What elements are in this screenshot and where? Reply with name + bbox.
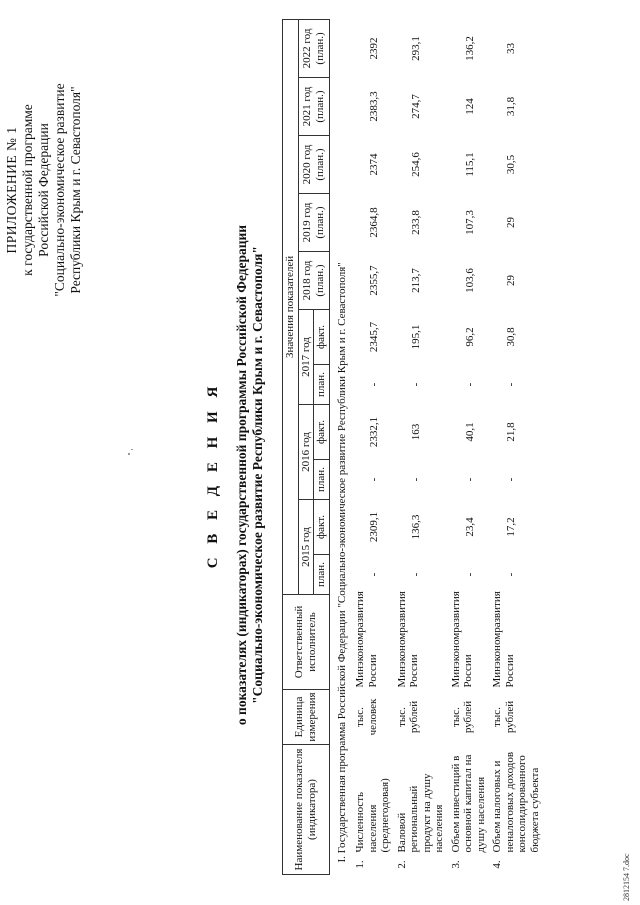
value-2020: 2374: [368, 153, 380, 176]
value-2016-plan: -: [368, 477, 380, 482]
header-unit: Единица измерения: [283, 690, 330, 745]
value-2019: 233,8: [409, 210, 422, 235]
value-2016-fact: 40,1: [463, 422, 476, 442]
heading-line: о показателях (индикаторах) государственной программы Российской Федерации: [234, 224, 249, 726]
value-2018: 2355,7: [368, 265, 380, 296]
header-year-2022: 2022 год (план.): [298, 19, 329, 77]
header-fact: факт.: [314, 310, 330, 365]
appendix-block: [4, 30, 84, 350]
indicator-executor: Минэкономразвития России: [491, 591, 516, 688]
indicator-unit: тыс. человек: [354, 698, 379, 736]
value-2016-plan: -: [505, 477, 517, 482]
value-2020: 115,1: [463, 152, 476, 177]
indicator-executor: Минэкономразвития России: [449, 591, 474, 688]
table-row: [352, 19, 394, 874]
indicator-unit: тыс. рублей: [491, 700, 516, 734]
indicator-executor: Минэкономразвития России: [395, 591, 420, 688]
value-2016-fact: 21,8: [505, 422, 517, 442]
appendix-line: Республики Крым и г. Севастополя": [68, 86, 83, 294]
indicator-unit: тыс. рублей: [449, 700, 474, 734]
row-number: 4.: [491, 860, 503, 869]
value-2021: 2383,3: [368, 91, 380, 122]
indicators-table: [282, 19, 543, 875]
indicator-name: Объем инвестиций в основной капитал на душу населения: [449, 754, 487, 853]
header-year-2015: 2015 год: [298, 500, 314, 595]
value-2018: 29: [505, 275, 517, 286]
appendix-line: "Социально-экономическое развитие: [52, 83, 67, 297]
header-indicator-name: Наименование показателя (индикатора): [283, 745, 330, 875]
value-2017-fact: 195,1: [409, 324, 422, 350]
value-2021: 124: [463, 98, 476, 115]
value-2015-plan: -: [368, 572, 380, 577]
header-fact: факт.: [314, 500, 330, 555]
value-2016-plan: -: [409, 477, 422, 482]
value-2016-fact: 163: [409, 423, 422, 441]
value-2017-fact: 2345,7: [368, 321, 380, 353]
appendix-line: Российской Федерации: [36, 123, 51, 257]
table-row: [394, 19, 448, 874]
value-2021: 31,8: [505, 96, 517, 117]
indicator-unit: тыс. рублей: [395, 700, 420, 734]
indicator-name: Объем налоговых и неналоговых доходов консолидированного бюджета субъекта: [491, 751, 541, 853]
value-2022: 293,1: [409, 36, 422, 61]
value-2018: 103,6: [463, 268, 476, 293]
row-number: 2.: [395, 860, 408, 869]
value-2019: 107,3: [463, 210, 476, 235]
value-2015-fact: 17,2: [505, 517, 517, 537]
value-2016-fact: 2332,1: [368, 416, 380, 448]
header-year-2018: 2018 год (план.): [298, 252, 329, 310]
header-year-2020: 2020 год (план.): [298, 136, 329, 194]
row-number: 3.: [449, 860, 462, 869]
header-year-2019: 2019 год (план.): [298, 194, 329, 252]
value-2015-fact: 2309,1: [368, 511, 380, 543]
header-plan: план.: [314, 555, 330, 595]
header-plan: план.: [314, 460, 330, 500]
value-2019: 2364,8: [368, 207, 380, 238]
appendix-line: к государственной программе: [20, 104, 35, 276]
file-footer: 2812154 7.doc: [622, 853, 631, 901]
indicator-executor: Минэкономразвития России: [354, 591, 379, 688]
value-2017-plan: -: [409, 382, 422, 387]
value-2015-fact: 136,3: [409, 514, 422, 540]
value-2018: 213,7: [409, 268, 422, 293]
value-2017-fact: 96,2: [463, 327, 476, 347]
table-row: [448, 19, 490, 874]
appendix-title: ПРИЛОЖЕНИЕ № 1: [4, 126, 19, 254]
header-year-2021: 2021 год (план.): [298, 78, 329, 136]
value-2017-plan: -: [368, 382, 380, 387]
value-2021: 274,7: [409, 94, 422, 119]
value-2017-plan: -: [463, 382, 476, 387]
header-year-2017: 2017 год: [298, 310, 314, 405]
heading-line: "Социально-экономическое развитие Республики Крым и г. Севастополя": [250, 246, 265, 704]
section-title: I. Государственная программа Российской Федерации "Социально-экономическое развитие Республики Крым и г. Севастополя": [335, 262, 348, 863]
value-2015-plan: -: [505, 572, 517, 577]
value-2015-plan: -: [463, 572, 476, 577]
row-number: 1.: [354, 860, 366, 869]
value-2022: 2392: [368, 37, 380, 60]
value-2020: 254,6: [409, 152, 422, 177]
indicators-table-wrapper: [282, 20, 543, 875]
value-2022: 33: [505, 42, 517, 54]
table-row: [489, 19, 543, 874]
scan-speck: [128, 453, 130, 455]
header-year-2016: 2016 год: [298, 405, 314, 500]
value-2017-fact: 30,8: [505, 327, 517, 347]
document-heading: [205, 215, 266, 735]
value-2020: 30,5: [505, 154, 517, 175]
value-2015-fact: 23,4: [463, 517, 476, 537]
value-2017-plan: -: [505, 382, 517, 387]
header-plan: план.: [314, 365, 330, 405]
header-values: Значения показателей: [283, 19, 299, 594]
heading-title: С В Е Д Е Н И Я: [205, 381, 221, 569]
value-2015-plan: -: [409, 572, 422, 577]
indicator-name: Валовой региональный продукт на душу населения: [395, 773, 445, 853]
value-2016-plan: -: [463, 477, 476, 482]
value-2019: 29: [505, 217, 517, 228]
scan-speck: [131, 449, 133, 450]
header-fact: факт.: [314, 405, 330, 460]
header-executor: Ответственный исполнитель: [283, 595, 330, 690]
value-2022: 136,2: [463, 36, 476, 61]
indicator-name: Численность населения (среднегодовая): [354, 778, 391, 853]
